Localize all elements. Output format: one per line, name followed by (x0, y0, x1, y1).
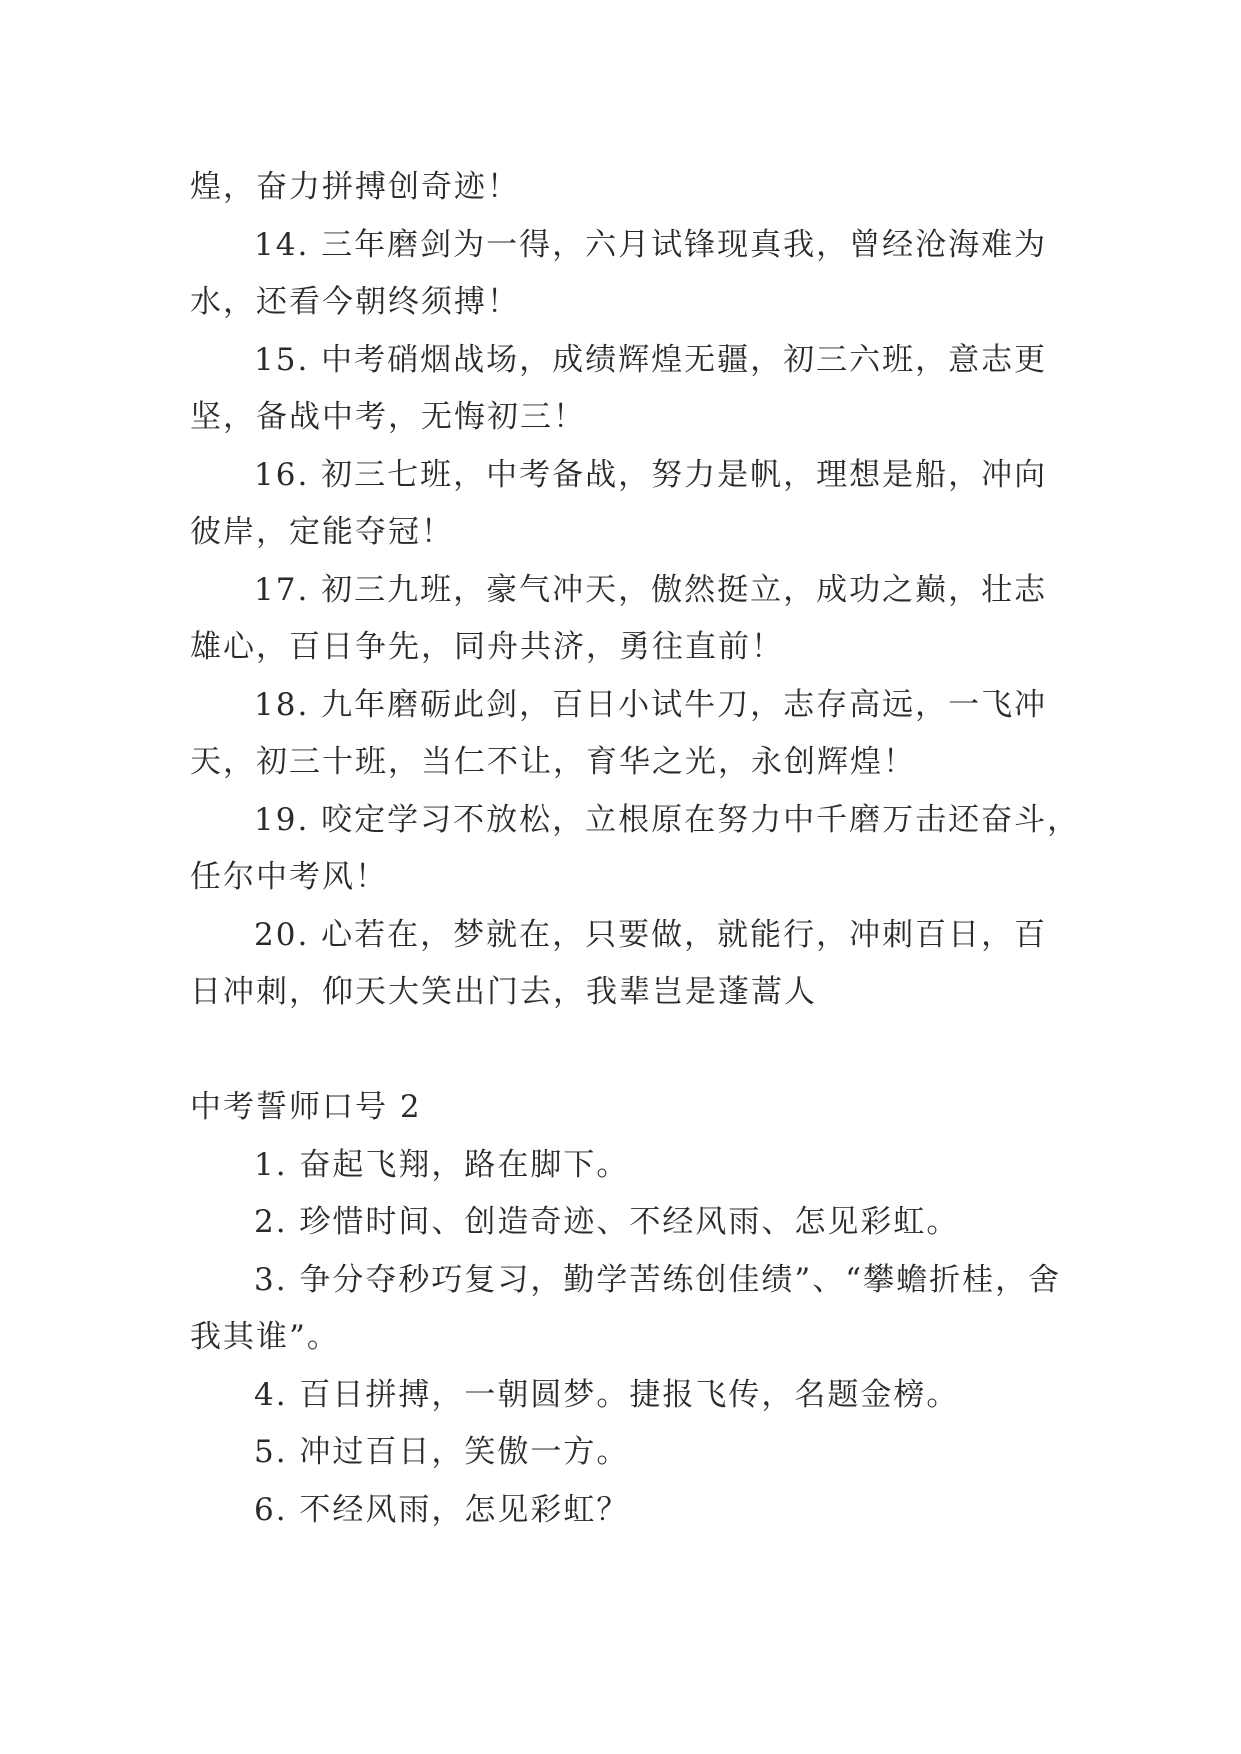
slogan-17: 17. 初三九班，豪气冲天，傲然挺立，成功之巅，壮志 (254, 571, 1048, 608)
text-line: 彼岸，定能夺冠！ (190, 514, 454, 550)
slogan-3: 3. 争分夺秒巧复习，勤学苦练创佳绩”、“攀蟾折桂，舍 (254, 1261, 1062, 1298)
paragraph-gap (190, 1022, 1070, 1080)
slogan-15: 15. 中考硝烟战场，成绩辉煌无疆，初三六班，意志更 (254, 341, 1048, 378)
slogan-19: 19. 咬定学习不放松，立根原在努力中千磨万击还奋斗， (254, 801, 1081, 838)
slogan-16: 16. 初三七班，中考备战，努力是帆，理想是船，冲向 (254, 456, 1048, 493)
slogan-14: 14. 三年磨剑为一得，六月试锋现真我，曾经沧海难为 (254, 226, 1048, 263)
text-line: 坚，备战中考，无悔初三！ (190, 399, 586, 435)
text-line: 我其谁”。 (190, 1319, 340, 1355)
slogan-20: 20. 心若在，梦就在，只要做，就能行，冲刺百日，百 (254, 916, 1048, 953)
slogan-2: 2. 珍惜时间、创造奇迹、不经风雨、怎见彩虹。 (254, 1204, 960, 1240)
text-line: 天，初三十班，当仁不让，育华之光，永创辉煌！ (190, 744, 916, 780)
text-line: 日冲刺，仰天大笑出门去，我辈岂是蓬蒿人 (190, 974, 817, 1010)
slogan-4: 4. 百日拼搏，一朝圆梦。捷报飞传，名题金榜。 (254, 1376, 960, 1413)
document-body (190, 159, 1081, 1539)
slogan-18: 18. 九年磨砺此剑，百日小试牛刀，志存高远，一飞冲 (254, 686, 1048, 723)
text-line: 任尔中考风！ (190, 859, 388, 895)
text-line: 雄心，百日争先，同舟共济，勇往直前！ (190, 629, 784, 665)
section-heading: 中考誓师口号 2 (190, 1089, 422, 1125)
slogan-6: 6. 不经风雨，怎见彩虹？ (254, 1491, 630, 1528)
slogan-5: 5. 冲过百日，笑傲一方。 (254, 1434, 630, 1470)
text-line: 煌，奋力拼搏创奇迹！ (190, 169, 520, 205)
text-line: 水，还看今朝终须搏！ (190, 284, 520, 320)
slogan-1: 1. 奋起飞翔，路在脚下。 (254, 1146, 630, 1183)
